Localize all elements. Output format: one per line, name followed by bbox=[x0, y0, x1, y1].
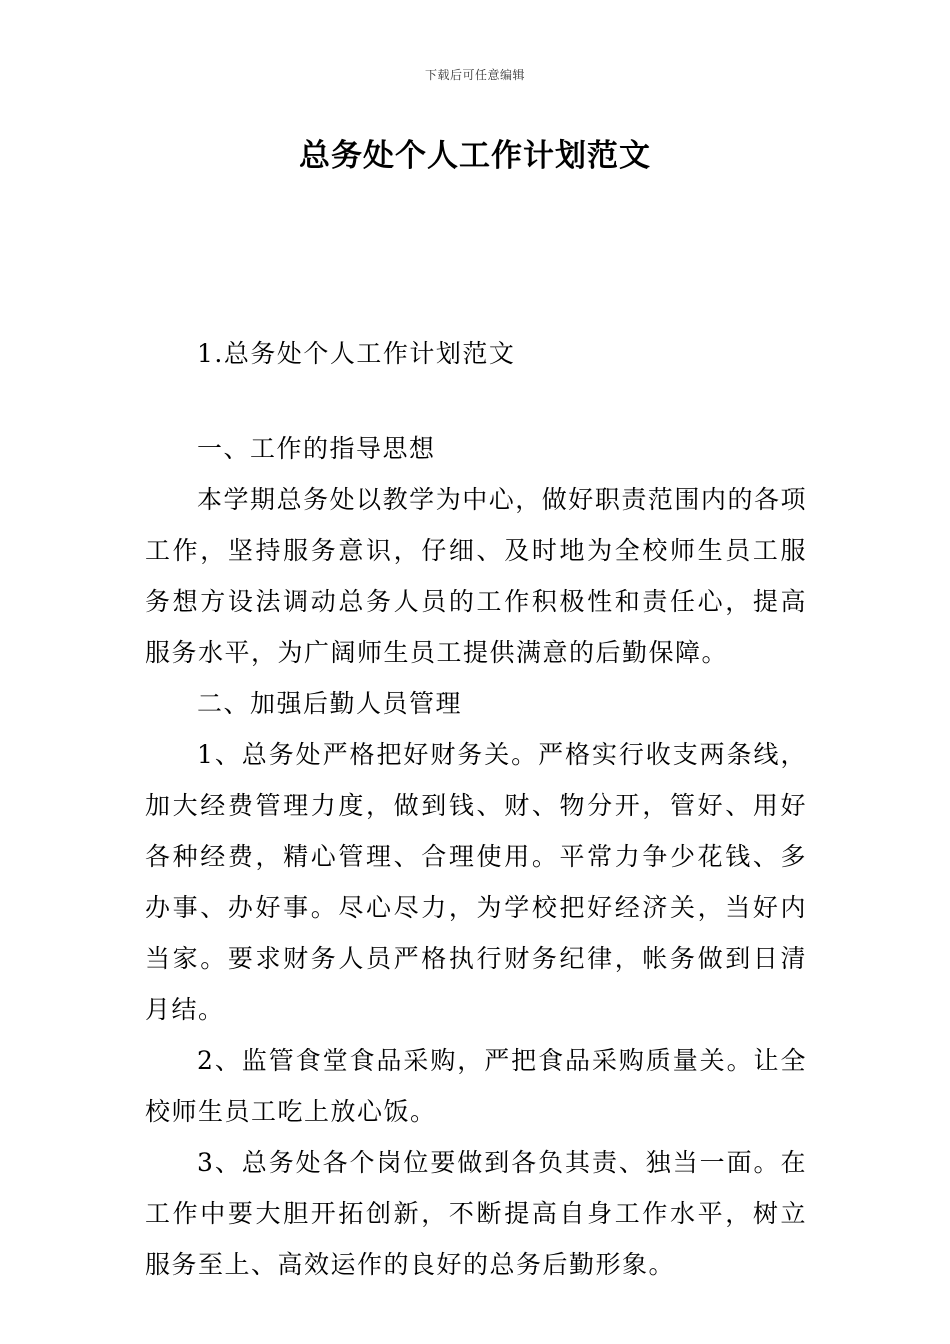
section-heading: 1.总务处个人工作计划范文 bbox=[197, 339, 516, 368]
section-heading-block bbox=[145, 328, 807, 379]
header-note: 下载后可任意编辑 bbox=[424, 68, 525, 82]
paragraph-responsibility: 3、总务处各个岗位要做到各负其责、独当一面。在工作中要大胆开拓创新，不断提高自身工作水平，树立服务至上、高效运作的良好的总务后勤形象。 bbox=[145, 1148, 807, 1279]
paragraph-guiding-ideology: 本学期总务处以教学为中心，做好职责范围内的各项工作，坚持服务意识，仔细、及时地为全校师生员工服务想方设法调动总务人员的工作积极性和责任心，提高服务水平，为广阔师生员工提供满意的后勤保障。 bbox=[145, 485, 807, 667]
paragraph-canteen: 2、监管食堂食品采购，严把食品采购质量关。让全校师生员工吃上放心饭。 bbox=[145, 1046, 807, 1126]
document-body bbox=[145, 423, 807, 1290]
heading-guiding-ideology: 一、工作的指导思想 bbox=[197, 434, 436, 463]
heading-staff-management: 二、加强后勤人员管理 bbox=[197, 689, 463, 718]
paragraph-finance: 1、总务处严格把好财务关。严格实行收支两条线，加大经费管理力度，做到钱、财、物分开，管好、用好各种经费，精心管理、合理使用。平常力争少花钱、多办事、办好事。尽心尽力，为学校把好经济关，当好内当家。要求财务人员严格执行财务纪律，帐务做到日清月结。 bbox=[145, 740, 807, 1024]
document-title: 总务处个人工作计划范文 bbox=[299, 138, 651, 174]
